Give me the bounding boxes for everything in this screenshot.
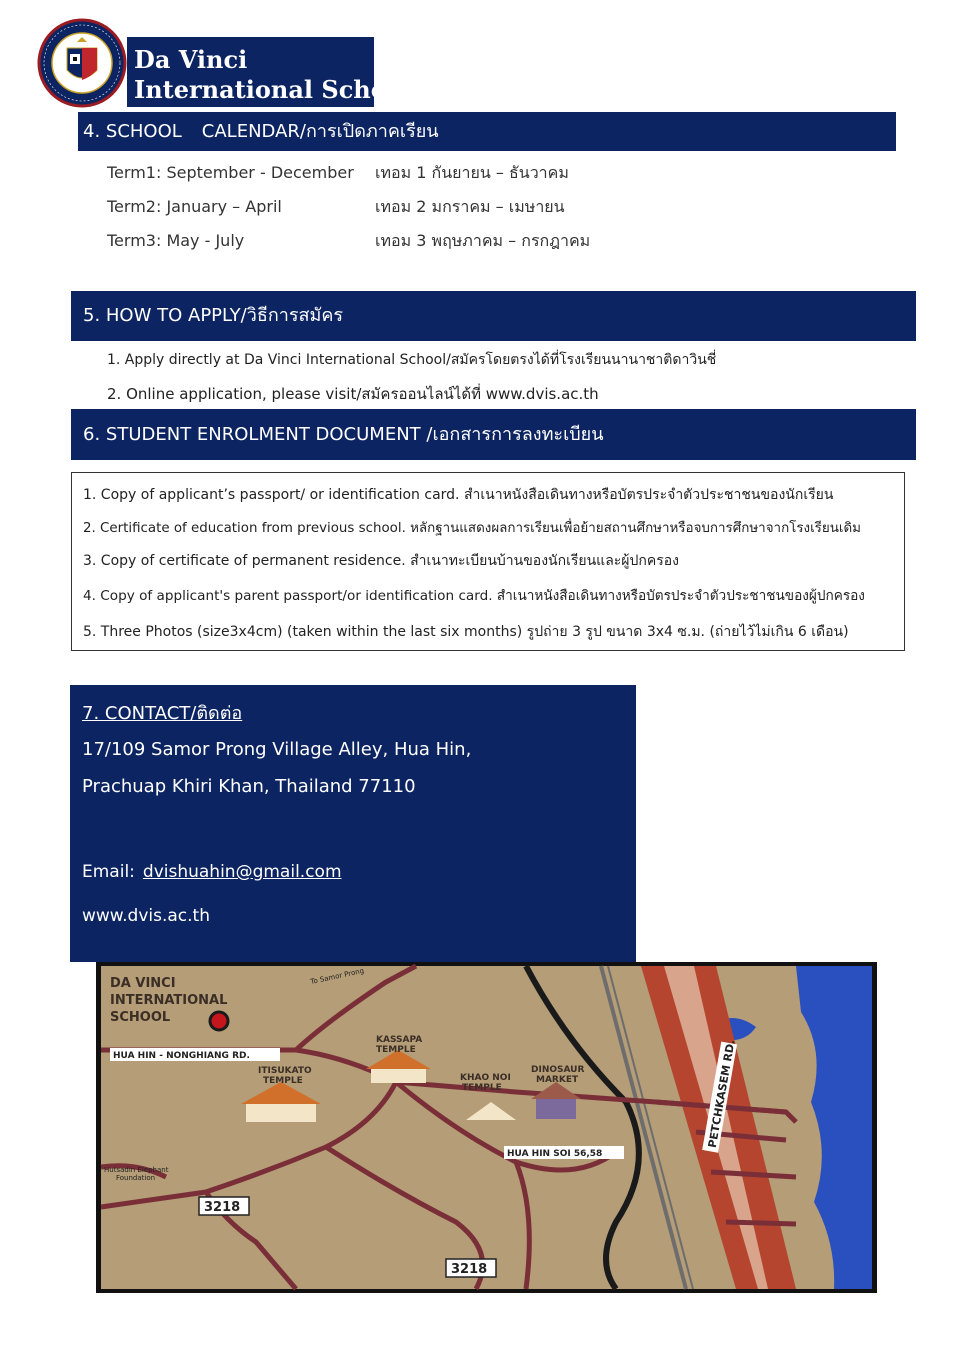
document-item: 4. Copy of applicant's parent passport/or identification card. สำเนาหนังสือเดินทางหรือบัตรประจำตัวประชาชนของผู้ปกครอง xyxy=(83,588,865,604)
apply-item: 2. Online application, please visit/สมัครออนไลน์ได้ที่ www.dvis.ac.th xyxy=(107,385,599,403)
term-row xyxy=(107,229,590,254)
term-thai: เทอม 3 พฤษภาคม – กรกฎาคม xyxy=(375,231,591,250)
documents-list-box xyxy=(71,472,905,651)
map-itisukato-label-2: TEMPLE xyxy=(263,1076,303,1086)
email-row xyxy=(82,862,342,882)
calendar-heading xyxy=(78,112,896,151)
document-item: 5. Three Photos (size3x4cm) (taken within the last six months) รูปถ่าย 3 รูป ขนาด 3x4 ซ.ม. (ถ่ายไว้ไม่เกิน 6 เดือน) xyxy=(83,624,849,640)
email-label: Email: xyxy=(82,862,135,882)
map-elephant-label-1: Hutsadin Elephant xyxy=(104,1166,169,1174)
map-route-3218-a: 3218 xyxy=(204,1200,241,1215)
term-thai: เทอม 2 มกราคม – เมษายน xyxy=(375,197,565,216)
apply-item: 1. Apply directly at Da Vinci International School/สมัครโดยตรงได้ที่โรงเรียนนานาชาติดาวินชี่ xyxy=(107,352,717,368)
address-line1: 17/109 Samor Prong Village Alley, Hua Hin, xyxy=(82,739,472,760)
website-text: www.dvis.ac.th xyxy=(82,906,210,926)
map-school-label-2: INTERNATIONAL xyxy=(110,993,228,1008)
map-school-label-3: SCHOOL xyxy=(110,1010,171,1025)
school-name-banner xyxy=(127,37,412,107)
map-school-label-1: DA VINCI xyxy=(110,976,176,991)
school-name-line2: International School xyxy=(134,75,412,104)
map-kassapa-label-2: TEMPLE xyxy=(376,1045,416,1055)
calendar-heading-number: 4. SCHOOL xyxy=(83,121,182,142)
location-map xyxy=(96,962,877,1293)
contact-panel xyxy=(70,685,636,962)
map-dino-label-1: DINOSAUR xyxy=(531,1065,585,1075)
map-itisukato-label-1: ITISUKATO xyxy=(258,1066,312,1076)
school-location-marker xyxy=(210,1012,228,1030)
email-link[interactable]: dvishuahin@gmail.com xyxy=(142,862,342,882)
school-crest-logo xyxy=(37,18,127,108)
term-english: Term2: January – April xyxy=(107,197,282,216)
calendar-heading-text: CALENDAR/การเปิดภาคเรียน xyxy=(201,121,439,142)
contact-heading: 7. CONTACT/ติดต่อ xyxy=(82,703,243,724)
document-item: 3. Copy of certificate of permanent residence. สำเนาทะเบียนบ้านของนักเรียนและผู้ปกครอง xyxy=(83,553,679,569)
map-soi-label: HUA HIN SOI 56,58 xyxy=(507,1149,603,1159)
term-thai: เทอม 1 กันยายน – ธันวาคม xyxy=(375,163,569,182)
documents-heading: 6. STUDENT ENROLMENT DOCUMENT /เอกสารการลงทะเบียน xyxy=(71,409,916,460)
map-route-3218-b: 3218 xyxy=(451,1262,488,1277)
term-english: Term3: May - July xyxy=(107,231,245,250)
map-khaonoi-label-2: TEMPLE xyxy=(462,1083,502,1093)
school-name-line1: Da Vinci xyxy=(134,45,248,74)
term-row xyxy=(107,161,569,186)
map-road-nonghiang: HUA HIN - NONGHIANG RD. xyxy=(113,1051,250,1061)
map-khaonoi-label-1: KHAO NOI xyxy=(460,1073,511,1083)
map-road-samor: To Samor Prong xyxy=(309,966,365,986)
document-item: 1. Copy of applicant’s passport/ or identification card. สำเนาหนังสือเดินทางหรือบัตรประจำตัวประชาชนของนักเรียน xyxy=(83,487,834,503)
map-elephant-label-2: Foundation xyxy=(116,1174,156,1182)
map-dino-label-2: MARKET xyxy=(536,1075,579,1085)
map-kassapa-label-1: KASSAPA xyxy=(376,1035,423,1045)
apply-heading: 5. HOW TO APPLY/วิธีการสมัคร xyxy=(71,291,916,341)
map-petchkasem-label: PETCHKASEM RD. xyxy=(705,1038,738,1149)
term-row xyxy=(107,195,565,220)
address-line2: Prachuap Khiri Khan, Thailand 77110 xyxy=(82,776,416,797)
term-english: Term1: September - December xyxy=(107,163,354,182)
document-item: 2. Certificate of education from previous school. หลักฐานแสดงผลการเรียนเพื่อย้ายสถานศึกษาหรือจบการศึกษาจากโรงเรียนเดิม xyxy=(83,521,861,536)
